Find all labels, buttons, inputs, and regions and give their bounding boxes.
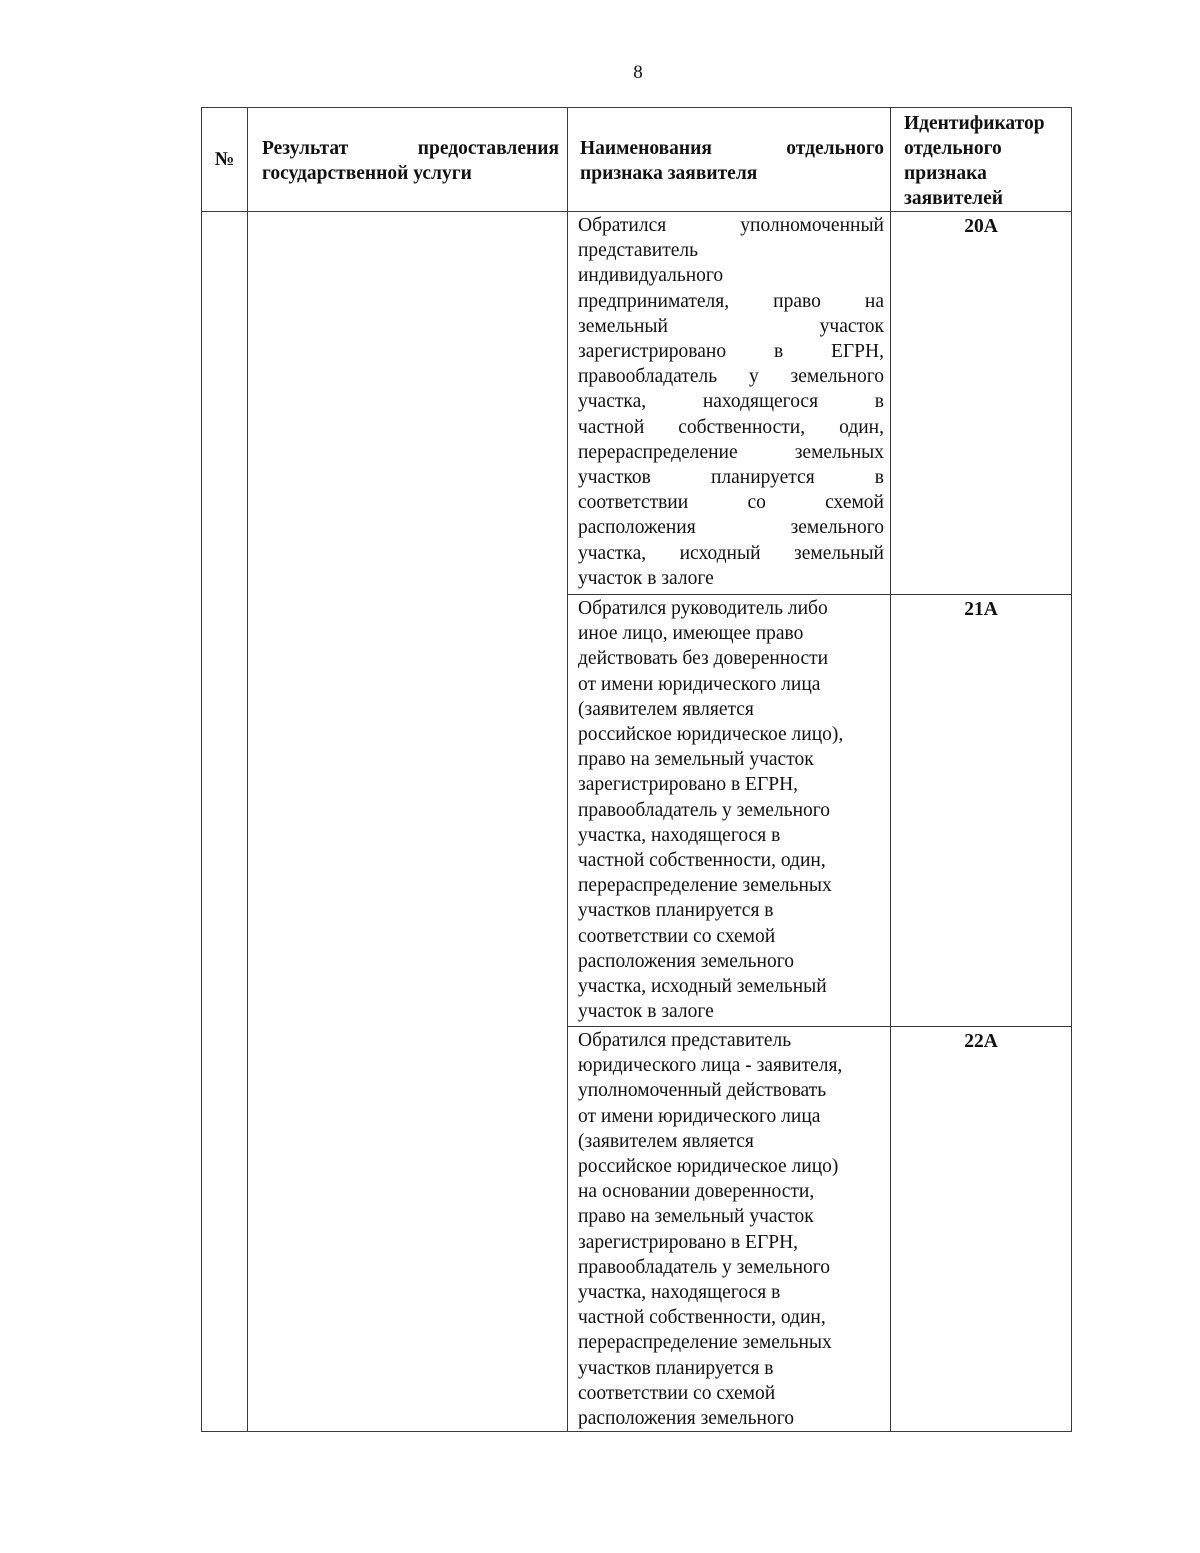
header-feature-name-line2: признака заявителя <box>580 163 758 184</box>
feature-description: Обратился уполномоченный представитель индивидуального предпринимателя, право на земельный участок зарегистрировано в ЕГРН, правообладатель у земельного участка, находящегося в частной собственности, один, перераспределение земельных участков планируется в соответствии со схемой расположения земельного участка, исходный земельный участок в залоге <box>568 212 891 595</box>
number-cell <box>202 1027 248 1432</box>
feature-code: 22А <box>891 1027 1072 1432</box>
header-feature-name-word1: Наименования <box>580 138 712 159</box>
header-number: № <box>202 108 248 212</box>
header-feature-identifier: Идентификатор отдельного признака заявителей <box>891 108 1072 212</box>
number-cell <box>202 595 248 1027</box>
page-number: 8 <box>633 62 643 83</box>
result-cell <box>248 212 568 595</box>
header-feature-name <box>568 108 891 212</box>
applicant-features-table <box>201 107 1072 1432</box>
table-header-row <box>202 108 1072 212</box>
header-feature-name-word2: отдельного <box>786 138 884 159</box>
result-cell <box>248 1027 568 1432</box>
result-cell <box>248 595 568 1027</box>
number-cell <box>202 212 248 595</box>
table-row <box>202 1027 1072 1432</box>
table-row <box>202 595 1072 1027</box>
feature-code: 20А <box>891 212 1072 595</box>
feature-description: Обратился руководитель либо иное лицо, имеющее право действовать без доверенности от имени юридического лица (заявителем является российское юридическое лицо), право на земельный участок зарегистрировано в ЕГРН, правообладатель у земельного участка, находящегося в частной собственности, один, перераспределение земельных участков планируется в соответствии со схемой расположения земельного участка, исходный земельный участок в залоге <box>568 595 891 1027</box>
header-result: Результат предоставления государственной услуги <box>248 108 568 212</box>
table-row <box>202 212 1072 595</box>
feature-code: 21А <box>891 595 1072 1027</box>
feature-description: Обратился представитель юридического лица - заявителя, уполномоченный действовать от имени юридического лица (заявителем является российское юридическое лицо) на основании доверенности, право на земельный участок зарегистрировано в ЕГРН, правообладатель у земельного участка, находящегося в частной собственности, один, перераспределение земельных участков планируется в соответствии со схемой расположения земельного <box>568 1027 891 1432</box>
